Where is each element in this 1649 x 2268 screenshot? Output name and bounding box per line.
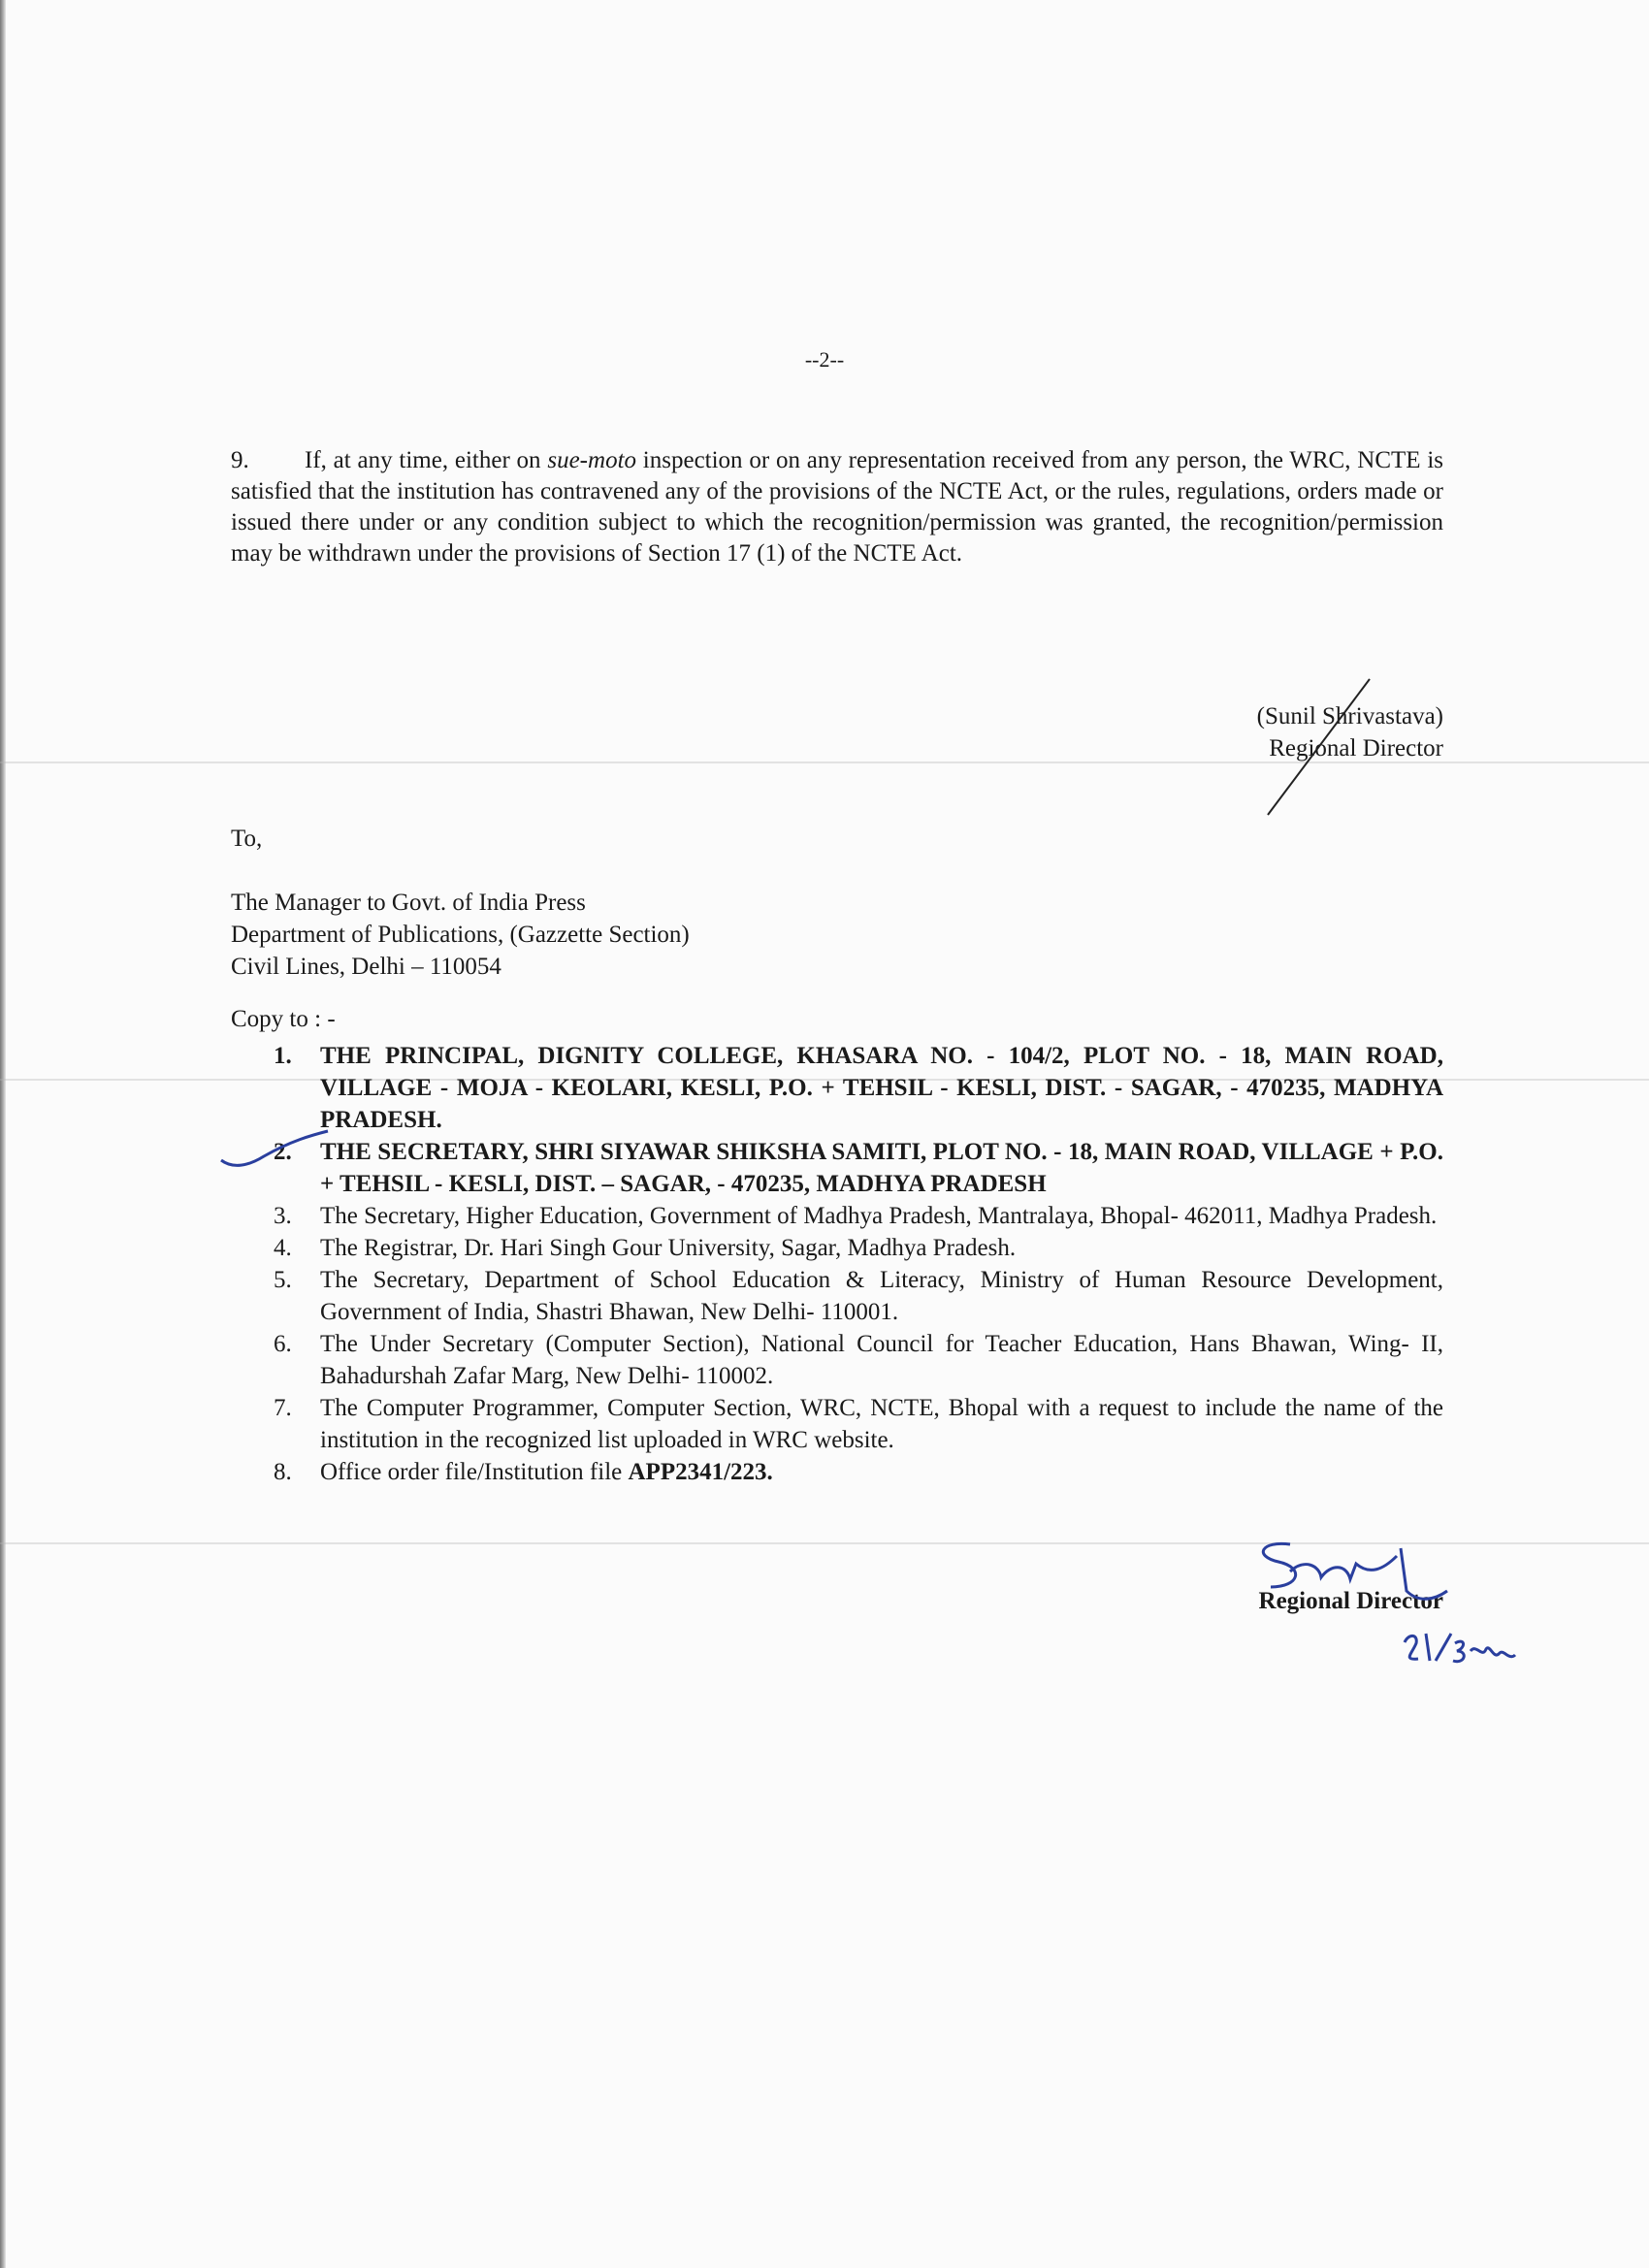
signature-block <box>1257 700 1443 764</box>
item-number: 3. <box>274 1203 292 1229</box>
item-number: 7. <box>274 1395 292 1421</box>
list-item <box>231 1136 1443 1200</box>
list-item <box>231 1040 1443 1136</box>
signatory-designation: Regional Director <box>1269 735 1443 761</box>
addressee-block <box>231 823 690 983</box>
list-item <box>231 1392 1443 1456</box>
item-text: The Secretary, Higher Education, Government of Madhya Pradesh, Mantralaya, Bhopal- 462011, Madhya Pradesh. <box>320 1203 1438 1229</box>
item-number: 4. <box>274 1235 292 1261</box>
clause-italic-term: sue-moto <box>547 447 637 473</box>
copy-to-label: Copy to : - <box>231 1006 336 1032</box>
address-line: The Manager to Govt. of India Press <box>231 890 586 916</box>
item-text: THE PRINCIPAL, DIGNITY COLLEGE, KHASARA NO. - 104/2, PLOT NO. - 18, MAIN ROAD, VILLAGE - MOJA - KEOLARI, KESLI, P.O. + TEHSIL - KESLI, DIST. - SAGAR, - 470235, MADHYA PRADESH. <box>320 1043 1443 1133</box>
address-line: Civil Lines, Delhi – 110054 <box>231 954 501 980</box>
signatory-name: (Sunil Shrivastava) <box>1256 703 1443 729</box>
item-number: 6. <box>274 1331 292 1357</box>
salutation: To, <box>231 826 263 852</box>
clause-text-start: If, at any time, either on <box>305 447 548 473</box>
list-item <box>231 1328 1443 1392</box>
list-item <box>231 1232 1443 1264</box>
item-text: Office order file/Institution file <box>320 1459 629 1485</box>
item-text: THE SECRETARY, SHRI SIYAWAR SHIKSHA SAMITI, PLOT NO. - 18, MAIN ROAD, VILLAGE + P.O. + TEHSIL - KESLI, DIST. – SAGAR, - 470235, MADHYA PRADESH <box>320 1139 1443 1197</box>
item-number: 2. <box>274 1139 292 1165</box>
handwritten-date <box>1405 1634 1515 1662</box>
clause-number: 9. <box>231 447 249 473</box>
footer-designation: Regional Director <box>1258 1588 1443 1614</box>
page-number: --2-- <box>804 347 845 372</box>
item-number: 5. <box>274 1267 292 1293</box>
item-number: 1. <box>274 1043 292 1069</box>
item-text: The Under Secretary (Computer Section), National Council for Teacher Education, Hans Bhawan, Wing- II, Bahadurshah Zafar Marg, New Delhi- 110002. <box>320 1331 1443 1389</box>
item-text: The Registrar, Dr. Hari Singh Gour University, Sagar, Madhya Pradesh. <box>320 1235 1017 1261</box>
list-item <box>231 1264 1443 1328</box>
item-text: The Secretary, Department of School Education & Literacy, Ministry of Human Resource Development, Government of India, Shastri Bhawan, New Delhi- 110001. <box>320 1267 1443 1325</box>
scan-edge <box>0 0 6 2268</box>
paper-fold-line <box>0 1542 1649 1544</box>
item-text: The Computer Programmer, Computer Section, WRC, NCTE, Bhopal with a request to include the name of the institution in the recognized list uploaded in WRC website. <box>320 1395 1443 1453</box>
clause-text-end: inspection or on any representation received from any person, the WRC, NCTE is satisfied that the institution has contravened any of the provisions of the NCTE Act, or the rules, regulations, orders made or issued there under or any condition subject to which the recognition/permission was granted, the recognition/permission may be withdrawn under the provisions of Section 17 (1) of the NCTE Act. <box>231 447 1443 567</box>
list-item <box>231 1200 1443 1232</box>
copy-to-list <box>231 1040 1443 1488</box>
file-number: APP2341/223. <box>628 1459 773 1485</box>
clause-paragraph <box>231 445 1443 569</box>
item-number: 8. <box>274 1459 292 1485</box>
address-line: Department of Publications, (Gazzette Section) <box>231 922 690 948</box>
list-item <box>231 1456 1443 1488</box>
